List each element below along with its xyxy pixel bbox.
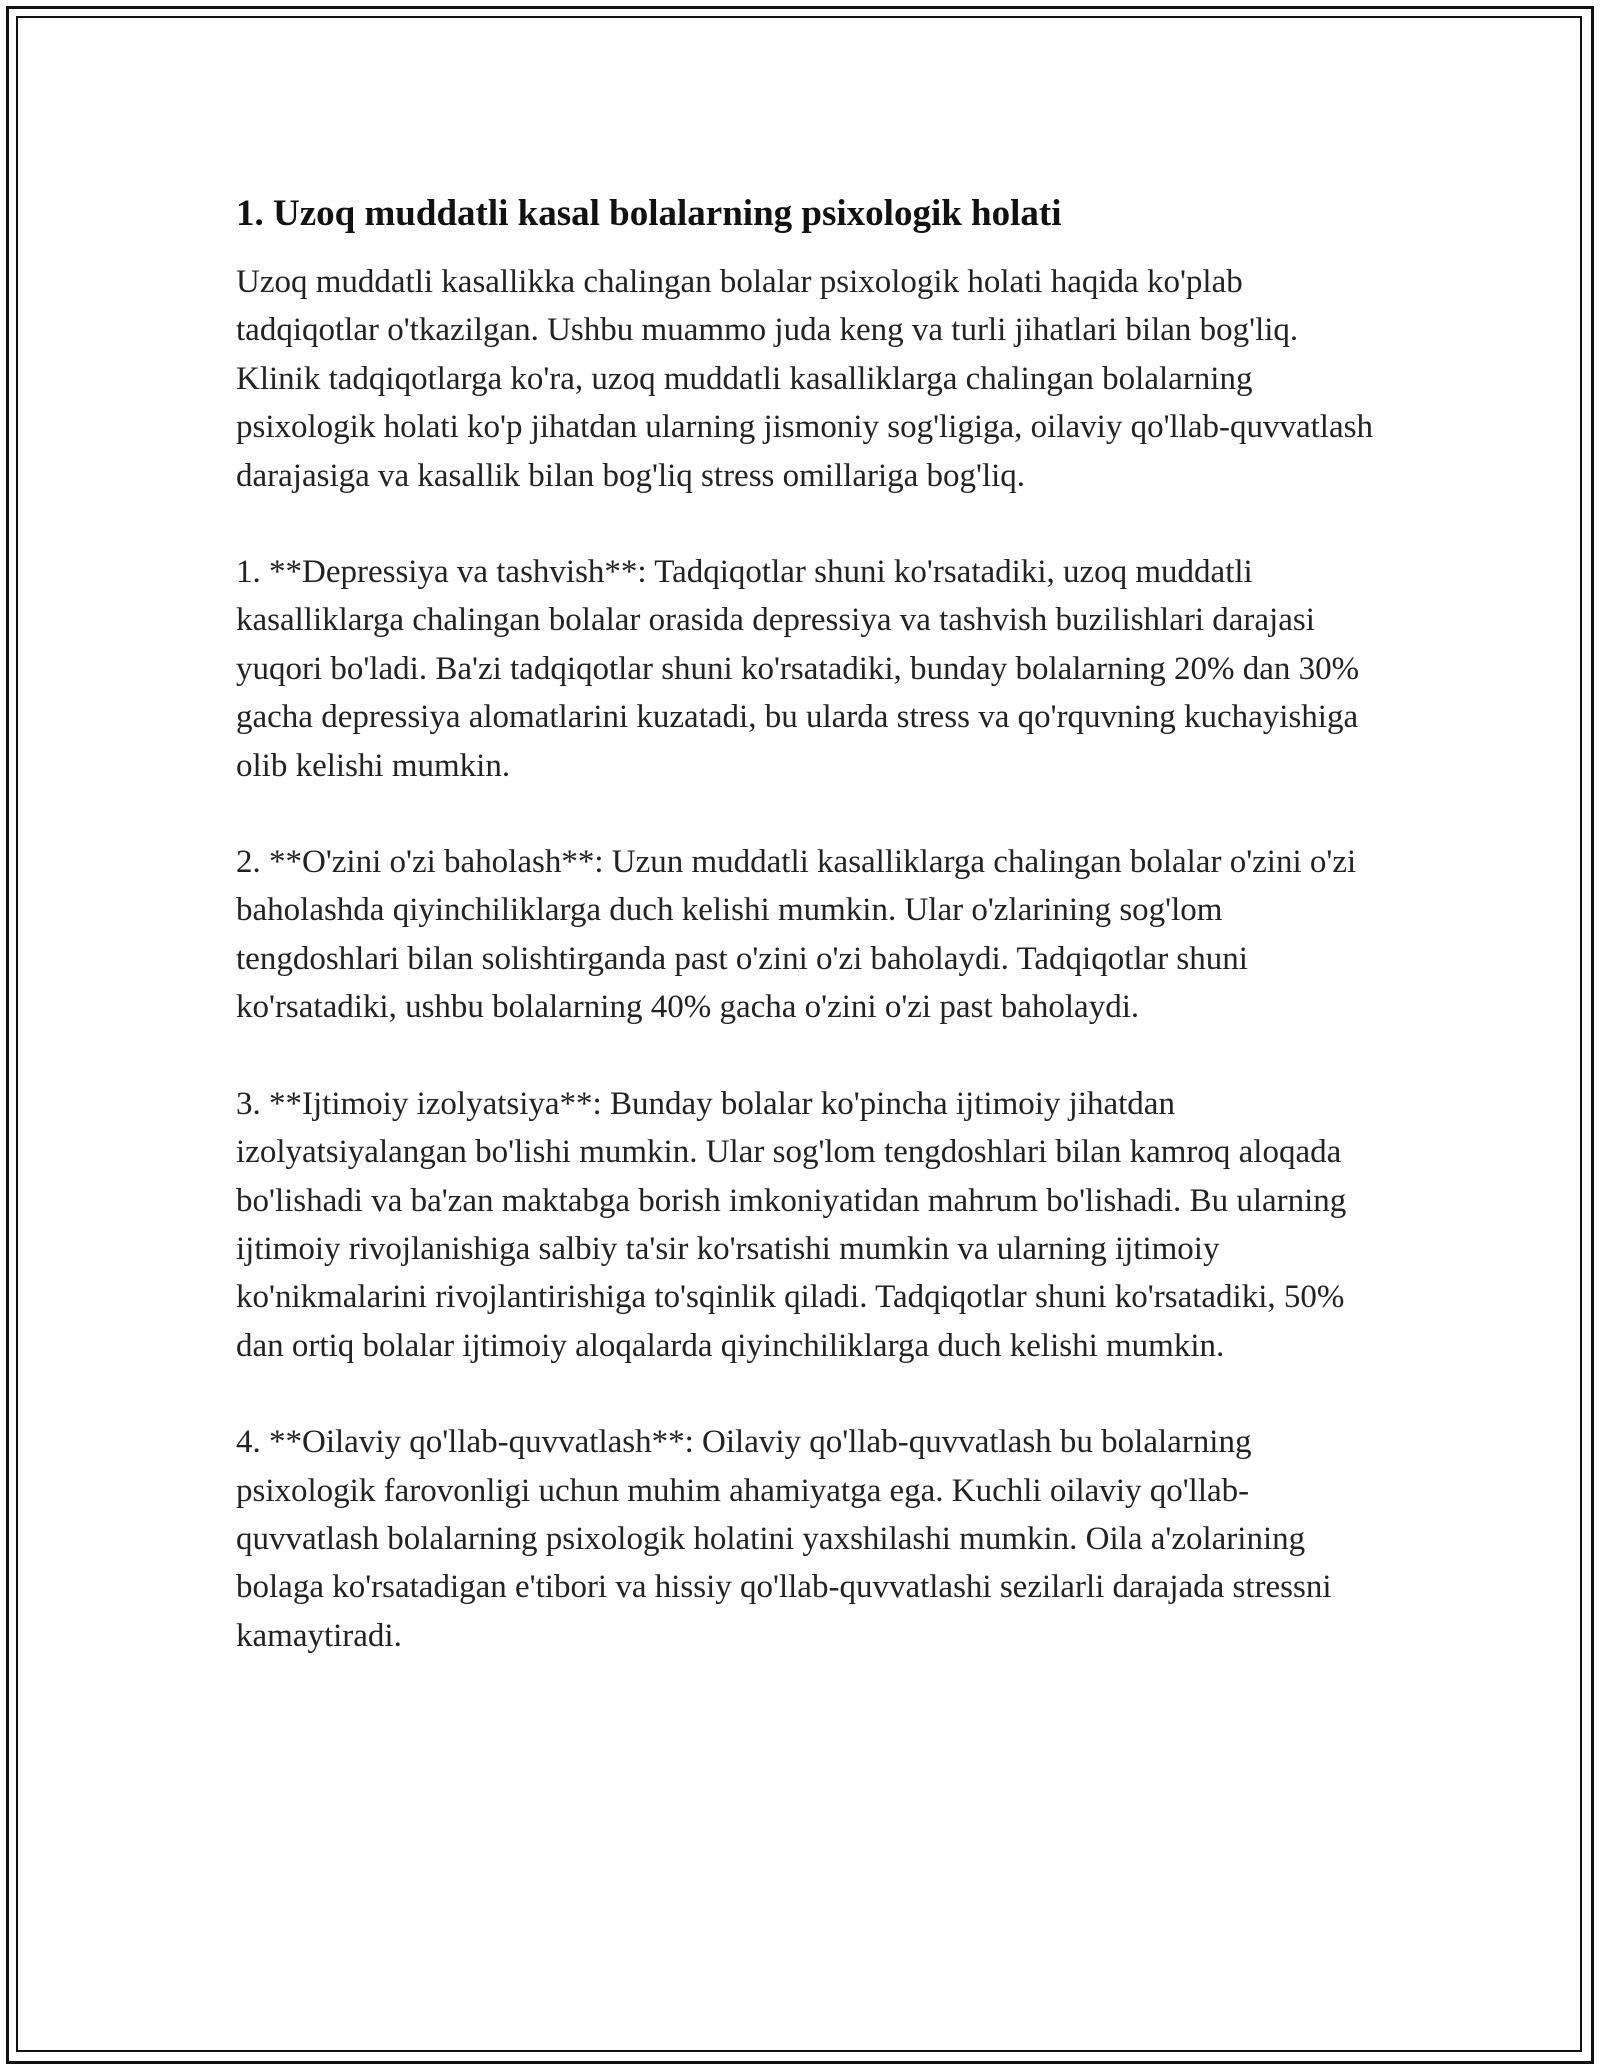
intro-paragraph: Uzoq muddatli kasallikka chalingan bolalar psixologik holati haqida ko'plab tadqiqotlar o'tkazilgan. Ushbu muammo juda keng va turli jihatlari bilan bog'liq. Klinik tadqiqotlarga ko'ra, uzoq muddatli kasalliklarga chalingan bolalarning psixologik holati ko'p jihatdan ularning jismoniy sog'ligiga, oilaviy qo'llab-quvvatlash darajasiga va kasallik bilan bog'liq stress omillariga bog'liq. — [236, 264, 1373, 494]
section-heading: 1. Uzoq muddatli kasal bolalarning psixologik holati — [236, 193, 1062, 234]
paragraph-self-esteem: 2. **O'zini o'zi baholash**: Uzun muddatli kasalliklarga chalingan bolalar o'zini o'zi baholashda qiyinchiliklarga duch kelishi mumkin. Ular o'zlarining sog'lom tengdoshlari bilan solishtirganda past o'zini o'zi baholaydi. Tadqiqotlar shuni ko'rsatadiki, ushbu bolalarning 40% gacha o'zini o'zi past baholaydi. — [236, 844, 1357, 1026]
document-body — [236, 186, 1386, 1708]
paragraph-depression: 1. **Depressiya va tashvish**: Tadqiqotlar shuni ko'rsatadiki, uzoq muddatli kasalliklarga chalingan bolalar orasida depressiya va tashvish buzilishlari darajasi yuqori bo'ladi. Ba'zi tadqiqotlar shuni ko'rsatadiki, bunday bolalarning 20% dan 30% gacha depressiya alomatlarini kuzatadi, bu ularda stress va qo'rquvning kuchayishiga olib kelishi mumkin. — [236, 554, 1360, 784]
paragraph-social-isolation: 3. **Ijtimoiy izolyatsiya**: Bunday bolalar ko'pincha ijtimoiy jihatdan izolyatsiyalangan bo'lishi mumkin. Ular sog'lom tengdoshlari bilan kamroq aloqada bo'lishadi va ba'zan maktabga borish imkoniyatidan mahrum bo'lishadi. Bu ularning ijtimoiy rivojlanishiga salbiy ta'sir ko'rsatishi mumkin va ularning ijtimoiy ko'nikmalarini rivojlantirishiga to'sqinlik qiladi. Tadqiqotlar shuni ko'rsatadiki, 50% dan ortiq bolalar ijtimoiy aloqalarda qiyinchiliklarga duch kelishi mumkin. — [236, 1085, 1347, 1364]
paragraph-family-support: 4. **Oilaviy qo'llab-quvvatlash**: Oilaviy qo'llab-quvvatlash bu bolalarning psixologik farovonligi uchun muhim ahamiyatga ega. Kuchli oilaviy qo'llab-quvvatlash bolalarning psixologik holatini yaxshilashi mumkin. Oila a'zolarining bolaga ko'rsatadigan e'tibori va hissiy qo'llab-quvvatlashi sezilarli darajada stressni kamaytiradi. — [236, 1424, 1332, 1654]
